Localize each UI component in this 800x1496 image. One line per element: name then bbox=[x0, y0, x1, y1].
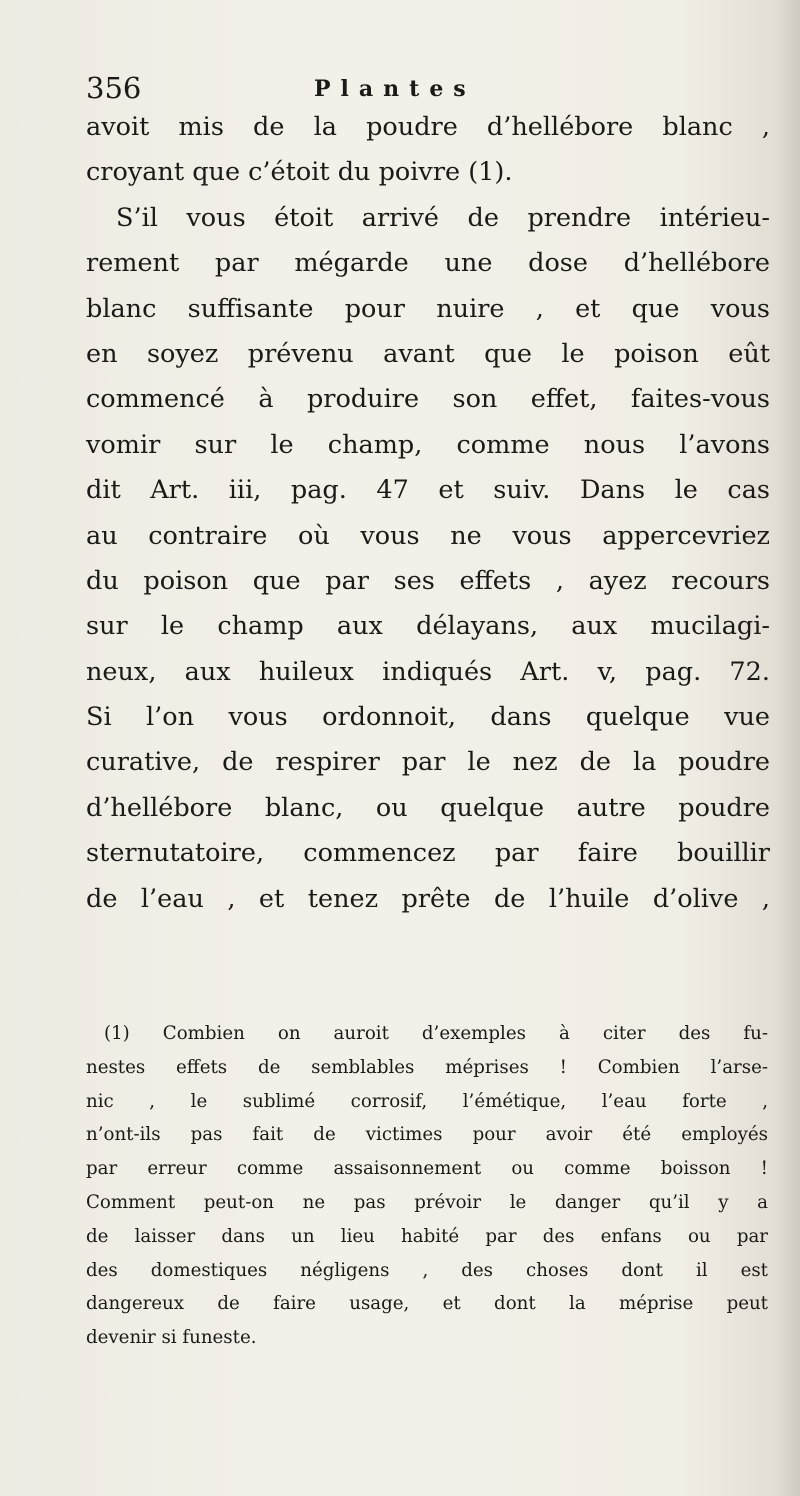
body-line: blanc suffisante pour nuire , et que vous bbox=[86, 293, 770, 324]
body-line: Si l’on vous ordonnoit, dans quelque vue bbox=[86, 702, 770, 733]
body-text bbox=[86, 105, 770, 922]
footnote-line: des domestiques négligens , des choses dont il est bbox=[86, 1259, 768, 1281]
page-header bbox=[86, 70, 766, 110]
body-line: S’il vous étoit arrivé de prendre intérieu- bbox=[116, 202, 770, 233]
body-line: sternutatoire, commencez par faire bouillir bbox=[86, 838, 770, 869]
body-line: vomir sur le champ, comme nous l’avons bbox=[86, 429, 770, 460]
body-line: en soyez prévenu avant que le poison eût bbox=[86, 338, 770, 369]
footnote bbox=[86, 1017, 768, 1355]
body-line: neux, aux huileux indiqués Art. v, pag. 72. bbox=[86, 656, 770, 687]
footnote-line: nic , le sublimé corrosif, l’émétique, l’eau forte , bbox=[86, 1090, 768, 1112]
body-line: commencé à produire son effet, faites-vous bbox=[86, 384, 770, 415]
running-head: Plantes bbox=[314, 76, 476, 102]
body-line: curative, de respirer par le nez de la poudre bbox=[86, 747, 770, 778]
body-line: rement par mégarde une dose d’hellébore bbox=[86, 248, 770, 279]
body-line: croyant que c’étoit du poivre (1). bbox=[86, 157, 513, 188]
footnote-line: devenir si funeste. bbox=[86, 1327, 257, 1349]
body-line: au contraire où vous ne vous appercevriez bbox=[86, 520, 770, 551]
footnote-line: Comment peut-on ne pas prévoir le danger qu’il y a bbox=[86, 1191, 768, 1213]
footnote-line: nestes effets de semblables méprises ! Combien l’arse- bbox=[86, 1056, 768, 1078]
footnote-line: (1) Combien on auroit d’exemples à citer des fu- bbox=[104, 1023, 768, 1044]
footnote-line: de laisser dans un lieu habité par des enfans ou par bbox=[86, 1225, 768, 1247]
body-line: du poison que par ses effets , ayez recours bbox=[86, 565, 770, 596]
footnote-line: par erreur comme assaisonnement ou comme boisson ! bbox=[86, 1158, 768, 1180]
body-line: sur le champ aux délayans, aux mucilagi- bbox=[86, 611, 770, 642]
footnote-line: dangereux de faire usage, et dont la méprise peut bbox=[86, 1293, 768, 1315]
footnote-line: n’ont-ils pas fait de victimes pour avoir été employés bbox=[86, 1124, 768, 1146]
body-line: de l’eau , et tenez prête de l’huile d’olive , bbox=[86, 883, 770, 914]
body-line: dit Art. iii, pag. 47 et suiv. Dans le cas bbox=[86, 475, 770, 506]
body-line: avoit mis de la poudre d’hellébore blanc , bbox=[86, 112, 770, 142]
page-number: 356 bbox=[86, 71, 142, 105]
body-line: d’hellébore blanc, ou quelque autre poudre bbox=[86, 792, 770, 823]
